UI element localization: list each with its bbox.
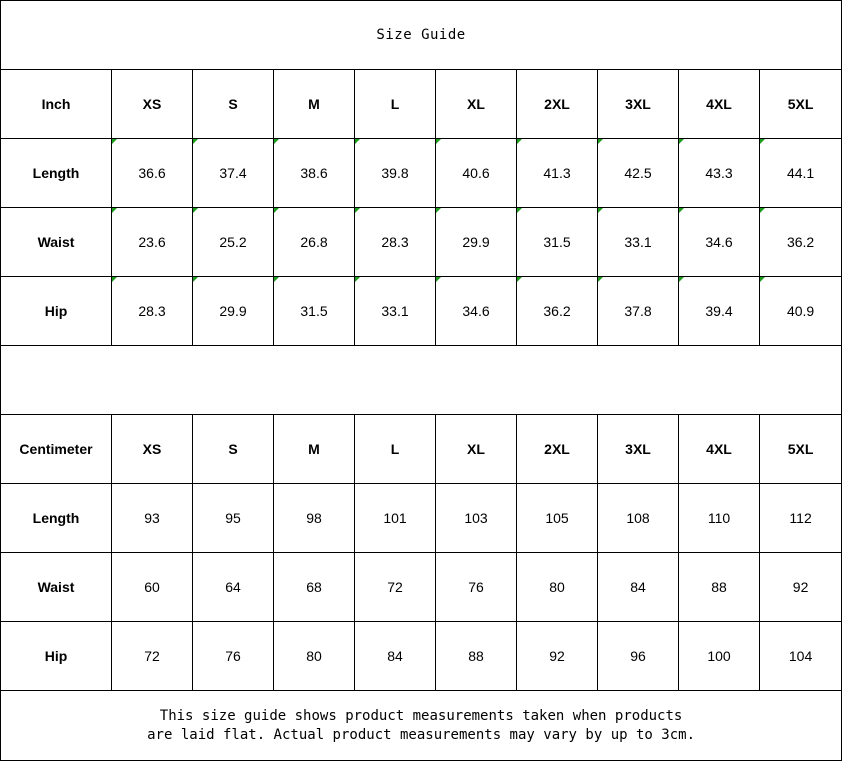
footnote (1, 691, 842, 761)
inch-row-length (1, 139, 842, 208)
cm-measurement-cell: 100 (679, 622, 760, 691)
cm-measurement-cell: 84 (355, 622, 436, 691)
inch-measurement-cell: 40.6 (436, 139, 517, 208)
cm-measurement-cell: 96 (598, 622, 679, 691)
inch-measurement-cell: 29.9 (436, 208, 517, 277)
page-title: Size Guide (1, 1, 842, 70)
inch-measurement-cell: 33.1 (598, 208, 679, 277)
inch-row-waist (1, 208, 842, 277)
inch-measurement-cell: 23.6 (112, 208, 193, 277)
cm-size-header: 4XL (679, 415, 760, 484)
cm-measurement-cell: 104 (760, 622, 842, 691)
spacer-row (1, 346, 842, 415)
cm-size-header: M (274, 415, 355, 484)
cm-measurement-cell: 110 (679, 484, 760, 553)
inch-size-header: 5XL (760, 70, 842, 139)
inch-measurement-cell: 36.2 (517, 277, 598, 346)
inch-row-label: Length (1, 139, 112, 208)
cm-measurement-cell: 64 (193, 553, 274, 622)
inch-size-header: 4XL (679, 70, 760, 139)
cm-row-hip (1, 622, 842, 691)
inch-measurement-cell: 28.3 (112, 277, 193, 346)
cm-measurement-cell: 60 (112, 553, 193, 622)
cm-measurement-cell: 72 (112, 622, 193, 691)
cm-measurement-cell: 80 (517, 553, 598, 622)
cm-measurement-cell: 88 (436, 622, 517, 691)
cm-measurement-cell: 76 (436, 553, 517, 622)
cm-measurement-cell: 95 (193, 484, 274, 553)
cm-measurement-cell: 84 (598, 553, 679, 622)
inch-row-hip (1, 277, 842, 346)
inch-measurement-cell: 44.1 (760, 139, 842, 208)
cm-measurement-cell: 112 (760, 484, 842, 553)
title-row (1, 1, 842, 70)
cm-size-header: 3XL (598, 415, 679, 484)
inch-size-header: L (355, 70, 436, 139)
footnote-line-2: are laid flat. Actual product measurements may vary by up to 3cm. (147, 726, 695, 743)
inch-size-header: XS (112, 70, 193, 139)
inch-measurement-cell: 31.5 (517, 208, 598, 277)
inch-section (1, 70, 842, 346)
cm-size-header: L (355, 415, 436, 484)
inch-measurement-cell: 36.2 (760, 208, 842, 277)
cm-row-label: Waist (1, 553, 112, 622)
cm-measurement-cell: 88 (679, 553, 760, 622)
cm-measurement-cell: 103 (436, 484, 517, 553)
footnote-row (1, 691, 842, 761)
inch-size-header: S (193, 70, 274, 139)
cm-measurement-cell: 108 (598, 484, 679, 553)
cm-row-label: Length (1, 484, 112, 553)
inch-unit-label: Inch (1, 70, 112, 139)
inch-header-row (1, 70, 842, 139)
cm-measurement-cell: 98 (274, 484, 355, 553)
footnote-line-1: This size guide shows product measurements taken when products (159, 707, 683, 724)
spacer-cell (1, 346, 842, 415)
inch-measurement-cell: 42.5 (598, 139, 679, 208)
cm-measurement-cell: 93 (112, 484, 193, 553)
inch-measurement-cell: 39.4 (679, 277, 760, 346)
cm-size-header: 2XL (517, 415, 598, 484)
cm-header-row (1, 415, 842, 484)
inch-size-header: XL (436, 70, 517, 139)
inch-measurement-cell: 37.4 (193, 139, 274, 208)
cm-measurement-cell: 92 (760, 553, 842, 622)
inch-measurement-cell: 29.9 (193, 277, 274, 346)
inch-measurement-cell: 34.6 (679, 208, 760, 277)
inch-measurement-cell: 39.8 (355, 139, 436, 208)
cm-size-header: S (193, 415, 274, 484)
cm-measurement-cell: 76 (193, 622, 274, 691)
inch-measurement-cell: 37.8 (598, 277, 679, 346)
cm-size-header: XS (112, 415, 193, 484)
inch-measurement-cell: 36.6 (112, 139, 193, 208)
cm-measurement-cell: 105 (517, 484, 598, 553)
inch-measurement-cell: 43.3 (679, 139, 760, 208)
inch-measurement-cell: 38.6 (274, 139, 355, 208)
inch-measurement-cell: 25.2 (193, 208, 274, 277)
inch-measurement-cell: 28.3 (355, 208, 436, 277)
inch-size-header: M (274, 70, 355, 139)
cm-measurement-cell: 68 (274, 553, 355, 622)
inch-row-label: Hip (1, 277, 112, 346)
cm-measurement-cell: 72 (355, 553, 436, 622)
cm-row-label: Hip (1, 622, 112, 691)
inch-size-header: 2XL (517, 70, 598, 139)
inch-measurement-cell: 31.5 (274, 277, 355, 346)
cm-unit-label: Centimeter (1, 415, 112, 484)
inch-measurement-cell: 34.6 (436, 277, 517, 346)
cm-measurement-cell: 92 (517, 622, 598, 691)
inch-measurement-cell: 40.9 (760, 277, 842, 346)
centimeter-section (1, 415, 842, 691)
inch-measurement-cell: 26.8 (274, 208, 355, 277)
cm-measurement-cell: 101 (355, 484, 436, 553)
cm-measurement-cell: 80 (274, 622, 355, 691)
cm-size-header: 5XL (760, 415, 842, 484)
inch-measurement-cell: 33.1 (355, 277, 436, 346)
cm-row-length (1, 484, 842, 553)
cm-size-header: XL (436, 415, 517, 484)
inch-measurement-cell: 41.3 (517, 139, 598, 208)
inch-size-header: 3XL (598, 70, 679, 139)
inch-row-label: Waist (1, 208, 112, 277)
cm-row-waist (1, 553, 842, 622)
